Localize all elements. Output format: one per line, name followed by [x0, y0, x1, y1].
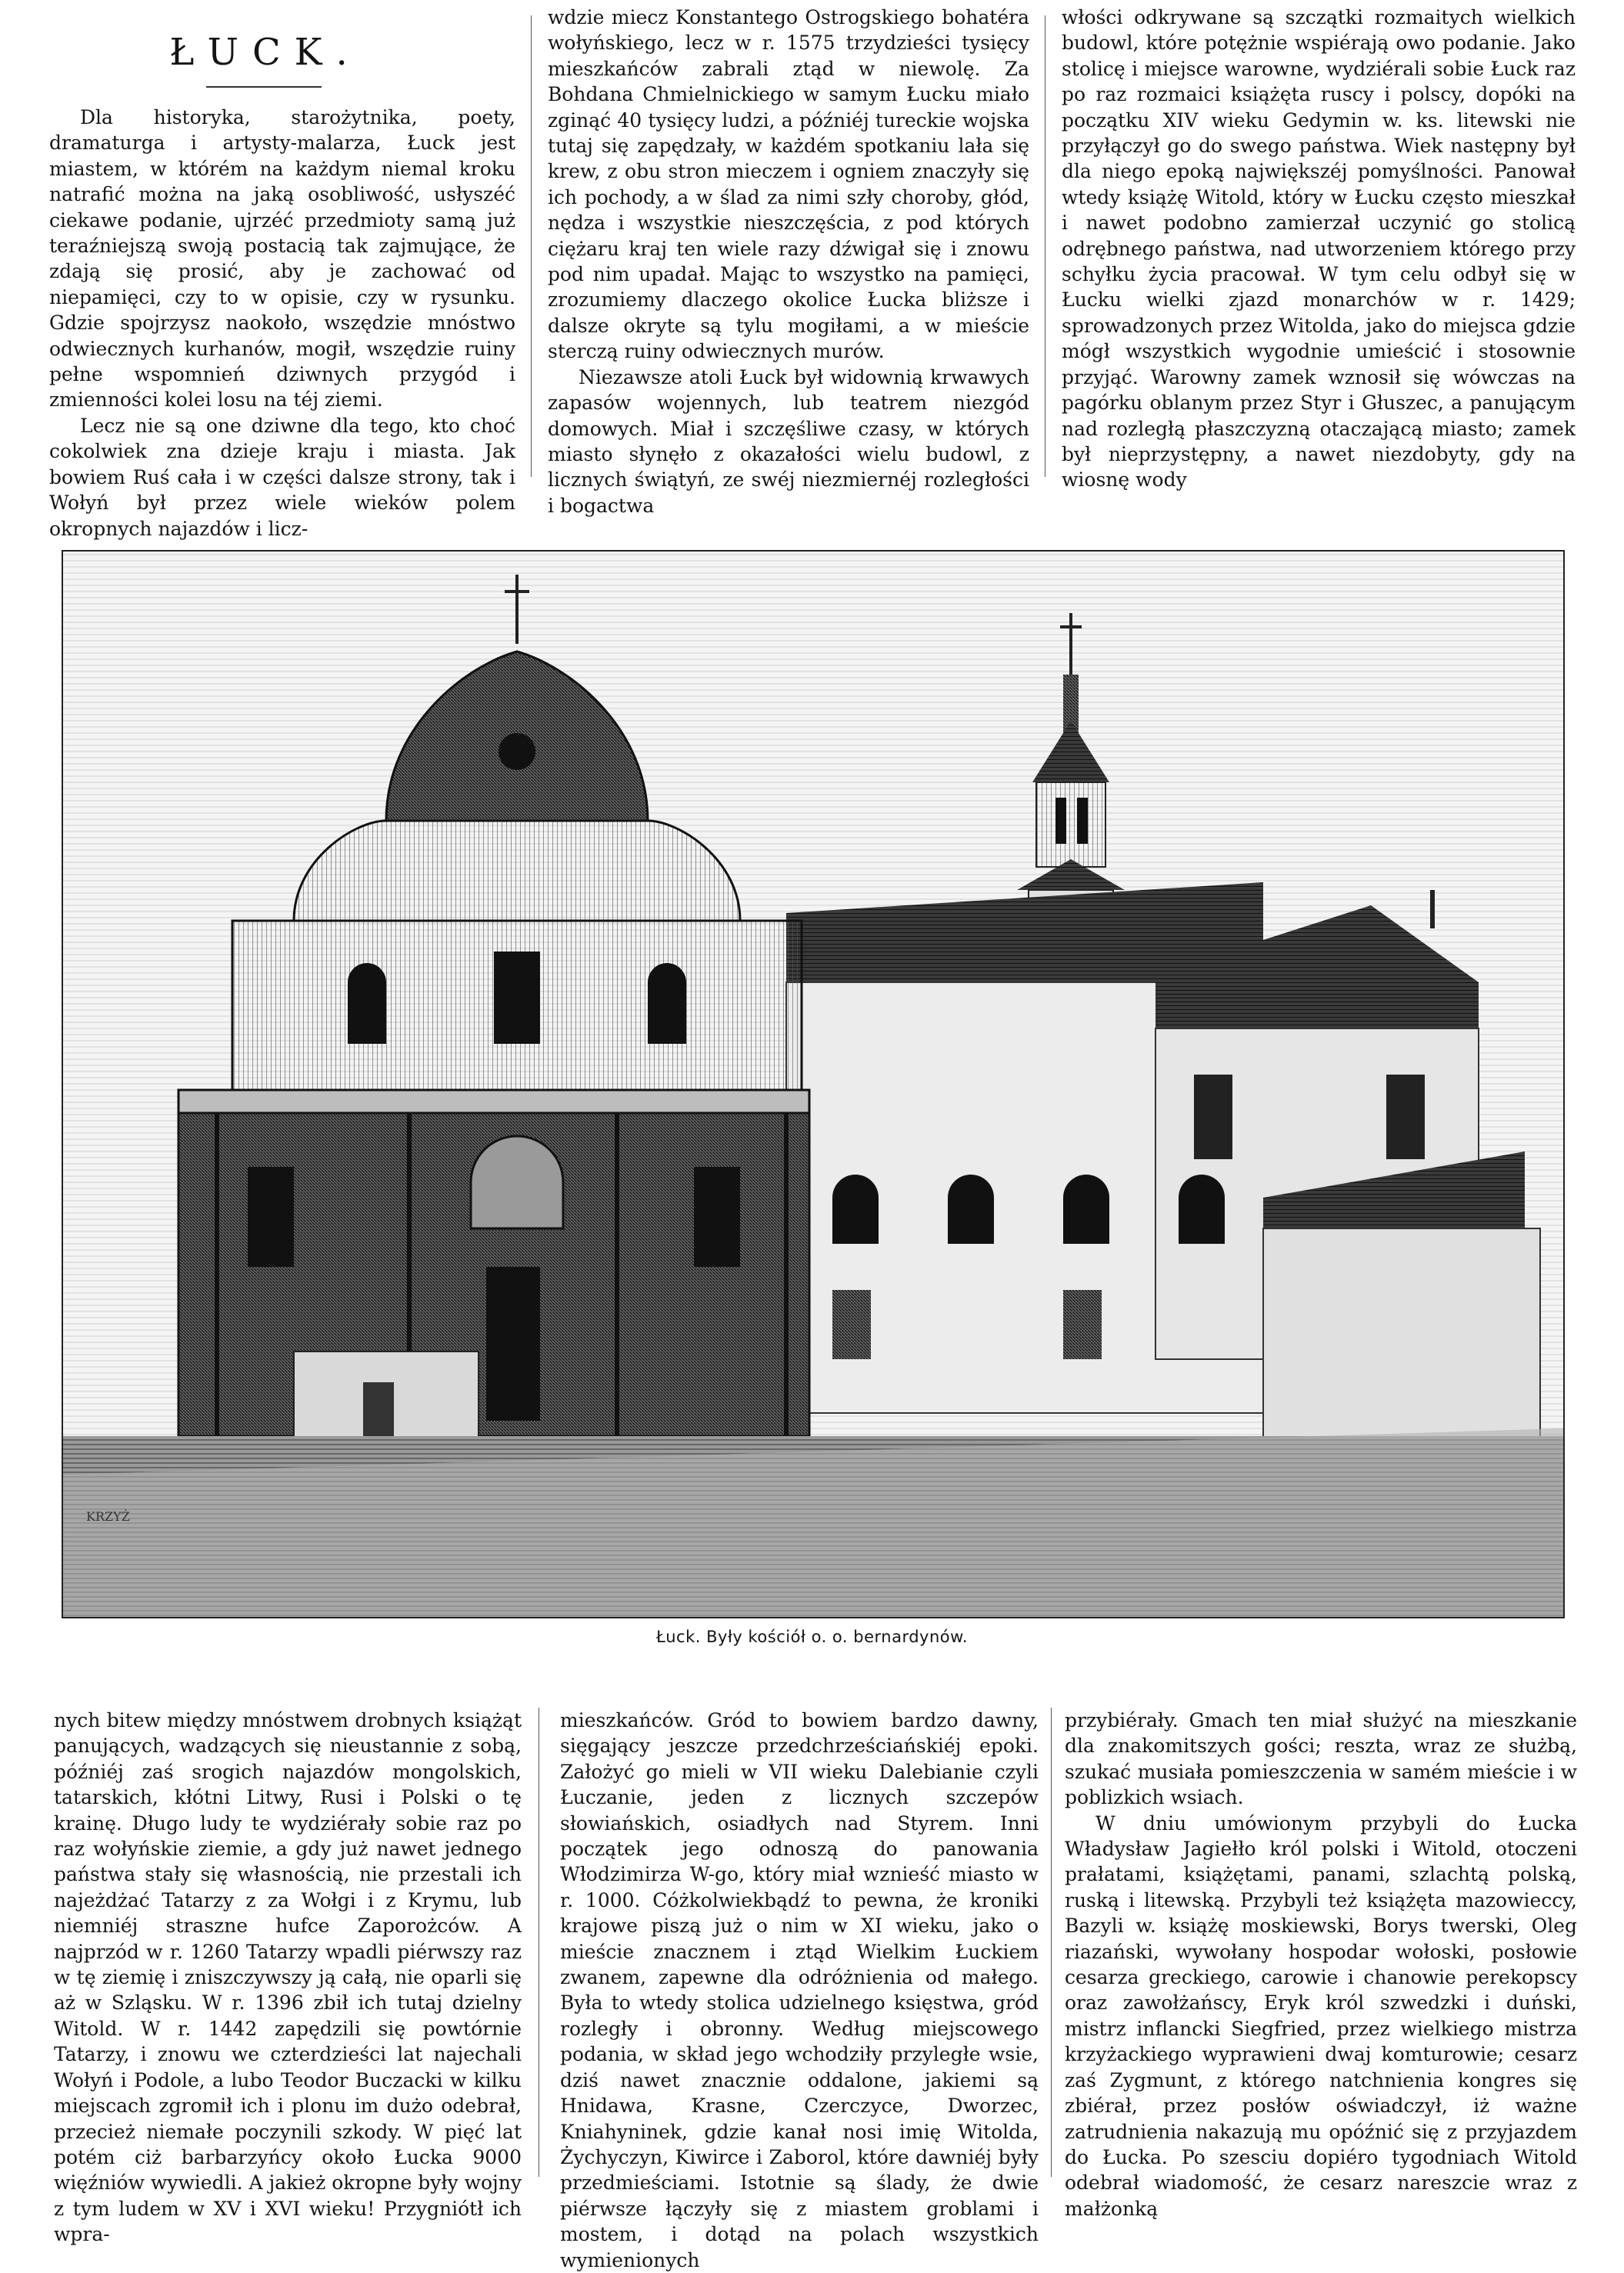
paragraph: Niezawsze atoli Łuck był widownią krwawych zapasów wojennych, lub teatrem niezgód domowych. Miał i szczęśliwe czasy, w których miasto słynęło z okazałości wielu budowl, z licznych świątyń, ze swéj niezmiernéj rozległości i bogactwa	[548, 365, 1029, 517]
paragraph: włości odkrywane są szczątki rozmaitych wielkich budowl, które potężnie wspiérają owo podanie. Jako stolicę i miejsce warowne, wydziérali sobie Łuck raz po raz rozmaici książęta ruscy i polscy, dopóki na początku XIV wieku Gedymin w. ks. litewski nie przyłączył go do swego państwa. Wiek następny był dla niego epoką największéj pomyślności. Panował wtedy książę Witold, który w Łucku często mieszkał i nawet podobno zamierzał uczynić go stolicą odrębnego państwa, nad utworzeniem którego przy schyłku życia pracował. W tym celu odbył się w Łucku wielki zjazd monarchów w r. 1429; sprowadzonych przez Witolda, jako do miejsca gdzie mógł wszystkich wygodnie umieścić i stosownie przyjąć. Warowny zamek wznosił się wówczas na pagórku oblanym przez Styr i Głuszec, a panującym nad rozległą płaszczyzną otaczającą miasto; zamek był nieprzystępny, a nawet niezdobyty, gdy na wiosnę wody	[1062, 6, 1576, 492]
church-illustration	[63, 552, 1563, 1617]
paragraph: wdzie miecz Konstantego Ostrogskiego bohatéra wołyńskiego, lecz w r. 1575 trzydzieści tysięcy mieszkańców zabrali ztąd w niewolę. Za Bohdana Chmielnickiego w samym Łucku miało zginąć 40 tysięcy ludzi, a późniéj tureckie wojska tutaj się zapędzały, w każdém spotkaniu lała się krew, z obu stron mieczem i ogniem znaczyły się ich pochody, a w ślad za nimi szły choroby, głód, nędza i wszystkie nieszczęścia, z pod których ciężaru kraj ten wiele razy dźwigał się i znowu pod nim upadał. Mając to wszystko na pamięci, zrozumiemy dlaczego okolice Łucka bliższe i dalsze okryte są tylu mogiłami, a w mieście sterczą ruiny odwiecznych murów.	[548, 6, 1029, 363]
title-rule	[206, 86, 322, 88]
text-column-bottom-3	[1065, 1708, 1577, 2221]
figure-caption: Łuck. Były kościół o. o. bernardynów.	[655, 1628, 969, 1646]
church-engraving	[62, 550, 1565, 1618]
paragraph: przybiérały. Gmach ten miał służyć na mieszkanie dla znakomitszych gości; reszta, wraz ze służbą, szukać musiała pomieszczenia w samém mieście i w poblizkich wsiach.	[1065, 1709, 1577, 1809]
text-column-bottom-1	[54, 1708, 522, 2248]
column-divider	[1051, 1708, 1052, 2177]
paragraph: mieszkańców. Gród to bowiem bardzo dawny, sięgający jeszcze przedchrześciańskiéj epoki. Założyć go mieli w VII wieku Dalebianie czyli Łuczanie, jeden z licznych szczepów słowiańskich, osiadłych nad Styrem. Inni początek jego odnoszą do panowania Włodzimirza W-go, który miał wznieść miasto w r. 1000. Cóżkolwiekbądź to pewna, że kroniki krajowe piszą już o nim w XI wieku, jako o mieście znacznem i ztąd Wielkim Łuckiem zwanem, zapewne dla odróżnienia od małego. Była to wtedy stolica udzielnego księstwa, gród rozległy i obronny. Według miejscowego podania, w skład jego wchodziły przyległe wsie, dziś nawet znacznie oddalone, jakiemi są Hnidawa, Krasne, Czerczyce, Dworzec, Kniahyninek, gdzie kanał nosi imię Witolda, Żychyczyn, Kiwirce i Zaborol, które dawniéj były przedmieściami. Istotnie są ślady, że dwie piérwsze łączyły się z miastem groblami i mostem, i dotąd na polach wszystkich wymienionych	[560, 1709, 1039, 2271]
paragraph: Lecz nie są one dziwne dla tego, kto choć cokolwiek zna dzieje kraju i miasta. Jak bowiem Ruś cała i w części dalsze strony, tak i Wołyń był przez wiele wieków polem okropnych najazdów i licz-	[49, 414, 515, 540]
column-divider	[531, 15, 532, 477]
text-column-top-1	[49, 105, 515, 542]
paragraph: nych bitew między mnóstwem drobnych książąt panujących, wadzących się nieustannie z sobą, późniéj zaś srogich najazdów mongolskich, tatarskich, kłótni Litwy, Rusi i Polski o tę krainę. Długo ludy te wydziérały sobie raz po raz wołyńskie ziemie, a gdy już nawet jednego państwa stały się własnością, nie przestali ich najeżdżać Tatarzy z za Wołgi i z Krymu, lub niemniéj straszne hufce Zaporożców. A najprzód w r. 1260 Tatarzy wpadli piérwszy raz w tę ziemię i zniszczywszy ją całą, nie oparli się aż w Szląsku. W r. 1396 zbił ich tutaj dzielny Witold. W r. 1442 zapędzili się powtórnie Tatarzy, i znowu we czterdzieści lat najechali Wołyń i Podole, a lubo Teodor Buczacki w kilku miejscach zgromił ich i plonu im dużo odebrał, przecież niemałe poczynili szkody. W pięć lat potém ciż barbarzyńcy około Łucka 9000 więźniów wywiedli. A jakież okropne były wojny z tym ludem w XV i XVI wieku! Przygniótł ich wpra-	[54, 1709, 522, 2246]
text-column-bottom-2	[560, 1708, 1039, 2273]
paragraph: W dniu umówionym przybyli do Łucka Władysław Jagiełło król polski i Witold, otoczeni prałatami, książętami, panami, szlachtą polską, ruską i litewską. Przybyli też książęta mazowieccy, Bazyli w. książę moskiewski, Borys twerski, Oleg riazański, wywołany hospodar wołoski, posłowie cesarza greckiego, carowie i chanowie perekopscy oraz zawołżańscy, Eryk król szwedzki i duński, mistrz inflancki Siegfried, przez wielkiego mistrza krzyżackiego wyprawieni dwaj komturowie; cesarz zaś Zygmunt, z którego natchnienia kongres się zbiérał, przez posłów oświadczył, iż ważne zatrudnienia nakazują mu opóźnić się z przyjazdem do Łucka. Po szesciu dopiéro tygodniach Witold odebrał wiadomość, że cesarz nareszcie wraz z małżonką	[1065, 1811, 1577, 2220]
artist-signature: KRZYŻ	[86, 1509, 130, 1524]
article-title: ŁUCK.	[169, 31, 362, 74]
text-column-top-2	[548, 5, 1029, 518]
text-column-top-3	[1062, 5, 1576, 493]
paragraph: Dla historyka, starożytnika, poety, dramaturga i artysty-malarza, Łuck jest miastem, w którém na każdym niemal kroku natrafić można na jaką osobliwość, usłyszéć ciekawe podanie, ujrzéć przedmioty samą już teraźniejszą swoją postacią tak zajmujące, że zdają się prosić, aby je zachować od niepamięci, czy to w opisie, czy w rysunku. Gdzie spojrzysz naokoło, wszędzie mnóstwo odwiecznych kurhanów, mogił, wszędzie ruiny pełne wspomnień dziwnych przygód i zmienności kolei losu na téj ziemi.	[49, 106, 515, 412]
